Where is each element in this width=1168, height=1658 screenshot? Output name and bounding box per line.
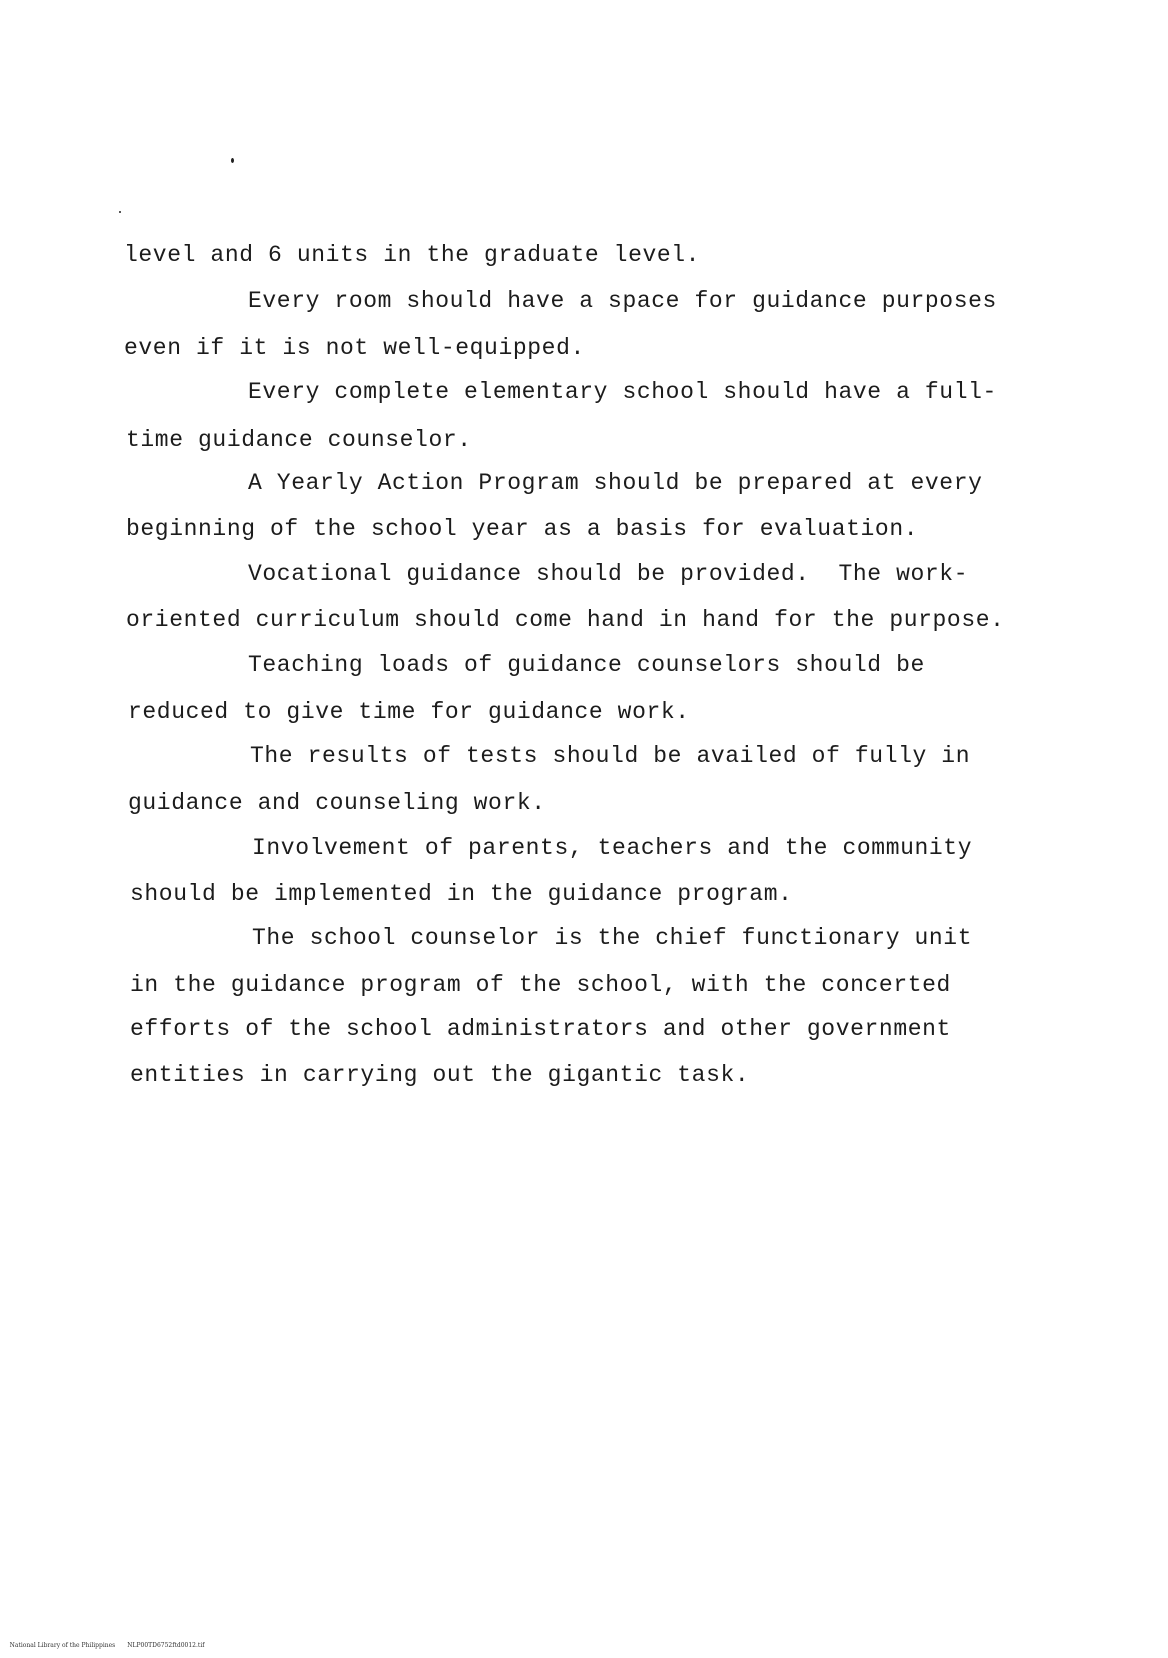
text-line: efforts of the school administrators and other government (130, 1016, 951, 1042)
text-line: Every room should have a space for guidance purposes (248, 288, 997, 314)
text-line: should be implemented in the guidance program. (130, 881, 793, 907)
text-line: The results of tests should be availed of fully in (250, 743, 971, 769)
text-line: beginning of the school year as a basis for evaluation. (126, 516, 919, 542)
text-line: Involvement of parents, teachers and the community (252, 835, 973, 861)
file-id: NLP00TD6752ftd0012.tif (127, 1642, 205, 1649)
text-line: even if it is not well-equipped. (124, 335, 585, 361)
text-line: Teaching loads of guidance counselors should be (248, 652, 925, 678)
text-line: oriented curriculum should come hand in hand for the purpose. (126, 607, 1005, 633)
text-line: A Yearly Action Program should be prepared at every (248, 470, 983, 496)
text-line: level and 6 units in the graduate level. (124, 242, 701, 268)
text-line: entities in carrying out the gigantic task. (130, 1062, 750, 1088)
text-line: Vocational guidance should be provided. The work- (248, 561, 969, 587)
scan-footer (2, 1635, 216, 1656)
scan-speck (231, 158, 234, 163)
scan-speck (119, 211, 121, 213)
text-line: time guidance counselor. (126, 427, 472, 453)
text-line: reduced to give time for guidance work. (128, 699, 690, 725)
text-line: in the guidance program of the school, with the concerted (130, 972, 951, 998)
text-line: Every complete elementary school should have a full- (248, 379, 997, 405)
library-name: National Library of the Philippines (9, 1642, 116, 1649)
text-line: guidance and counseling work. (128, 790, 546, 816)
text-line: The school counselor is the chief functionary unit (252, 925, 973, 951)
